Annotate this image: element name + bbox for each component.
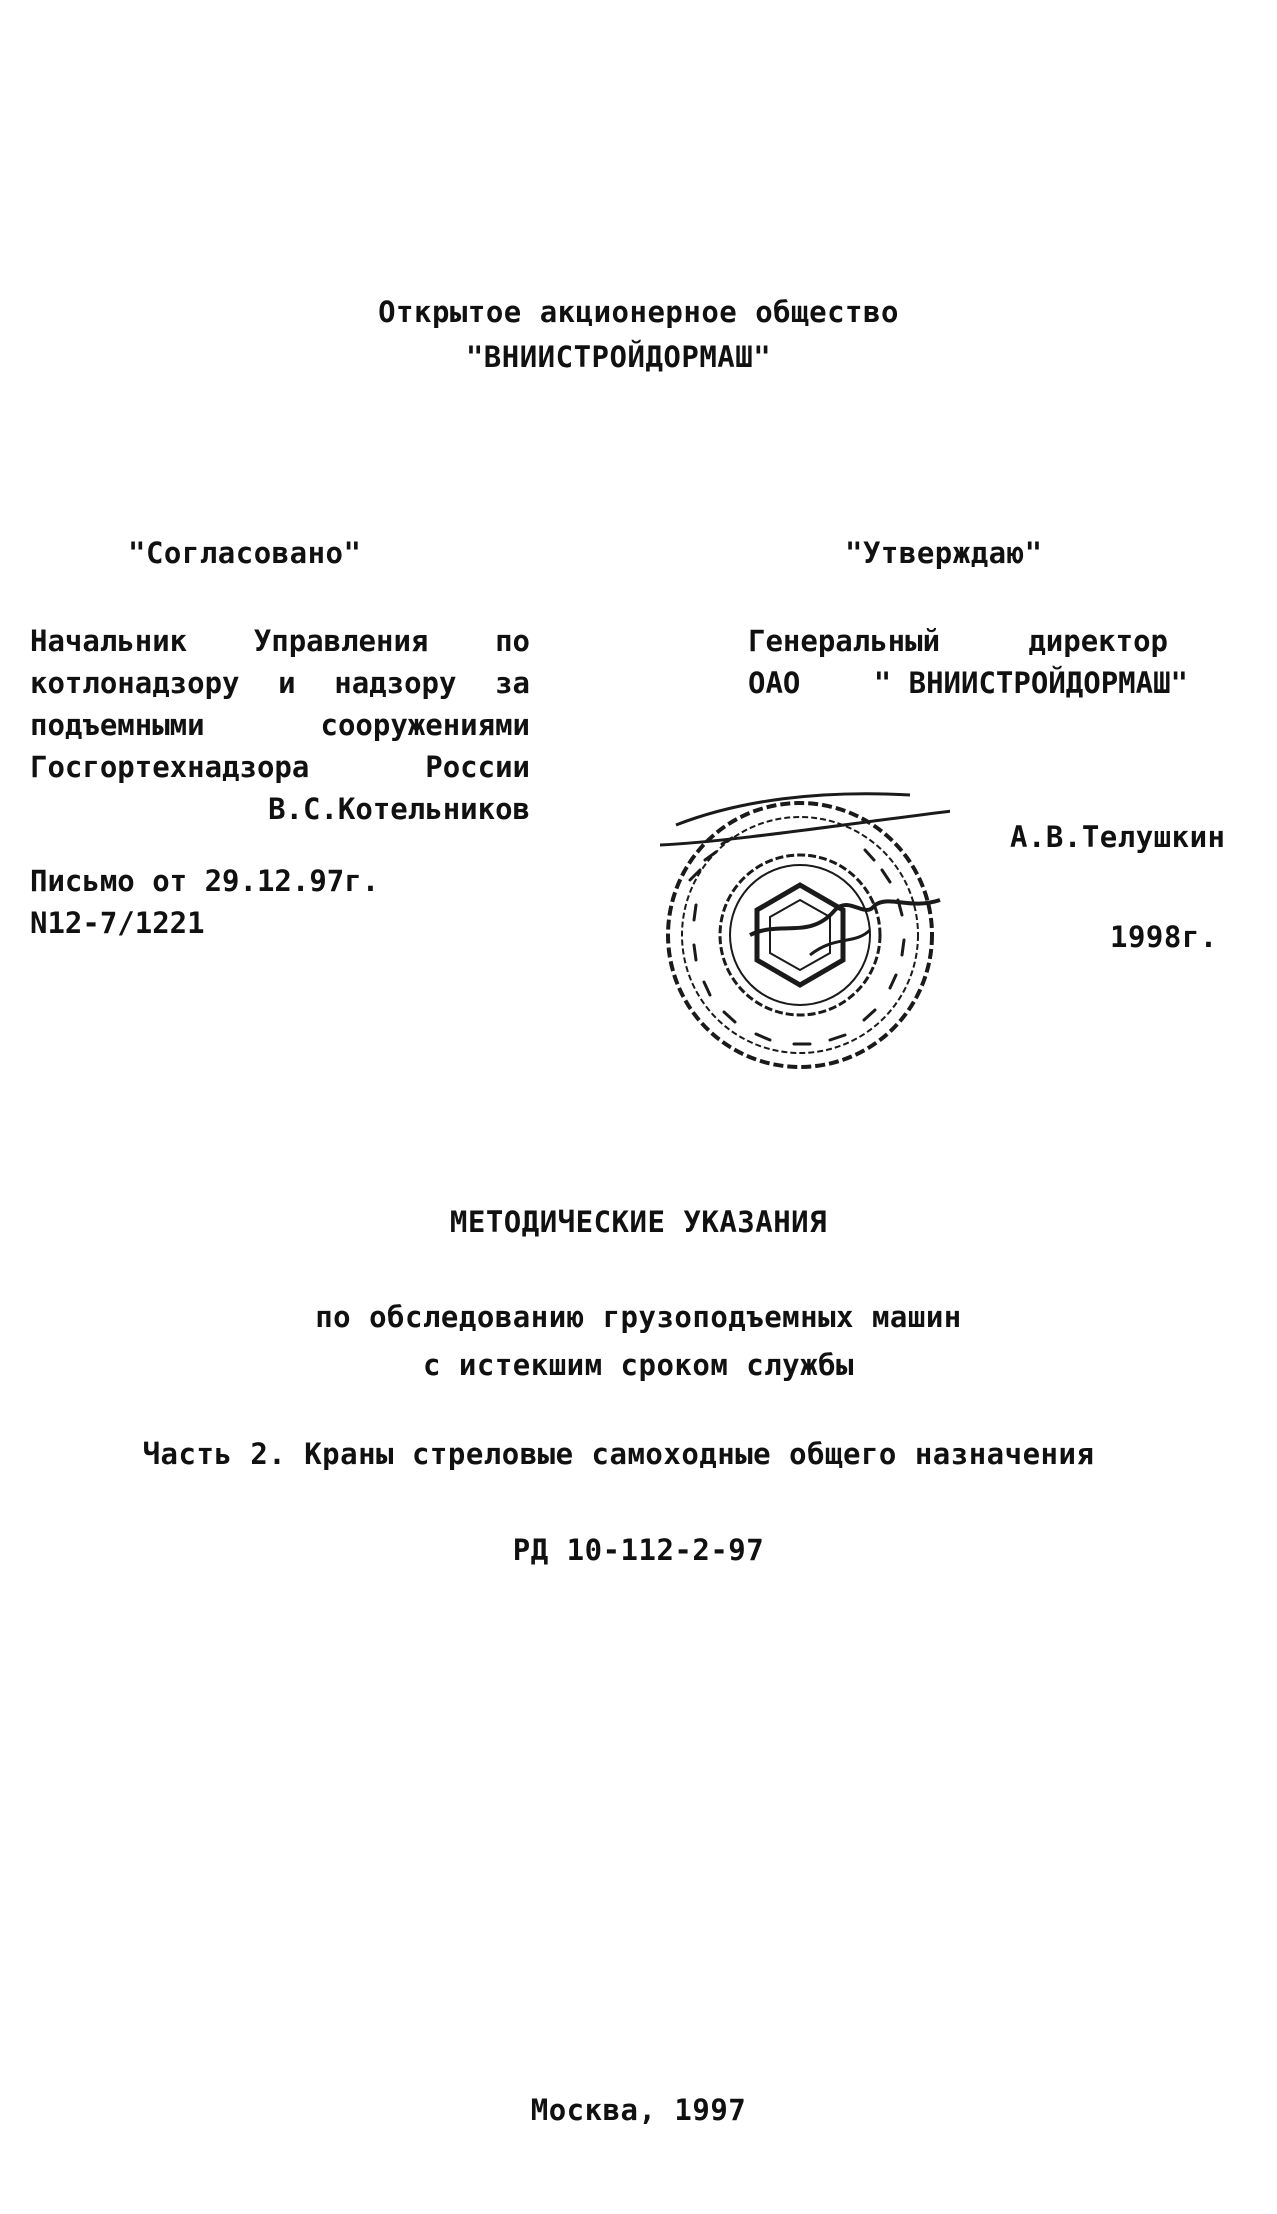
organization-name: "ВНИИСТРОЙДОРМАШ" xyxy=(465,340,772,374)
approve-word: ОАО xyxy=(748,666,801,700)
agreed-word: России xyxy=(425,750,530,784)
approve-signatory: А.В.Телушкин xyxy=(1010,820,1226,854)
approve-word: " ВНИИСТРОЙДОРМАШ" xyxy=(873,666,1188,700)
document-part: Часть 2. Краны стреловые самоходные общего назначения xyxy=(142,1437,1095,1471)
document-subtitle-line-2: с истекшим сроком службы xyxy=(422,1348,855,1382)
approve-word: Генеральный xyxy=(748,624,941,658)
agreed-block xyxy=(30,620,530,944)
approve-line-1 xyxy=(748,620,1168,662)
approve-label: "Утверждаю" xyxy=(845,536,1043,570)
approve-line-2 xyxy=(748,662,1188,704)
document-code: РД 10-112-2-97 xyxy=(512,1533,765,1567)
agreed-line-2 xyxy=(30,662,530,704)
letter-date: Письмо от 29.12.97г. xyxy=(30,864,380,898)
letter-number: N12-7/1221 xyxy=(30,906,205,940)
agreed-signatory: В.С.Котельников xyxy=(268,792,530,826)
document-heading: МЕТОДИЧЕСКИЕ УКАЗАНИЯ xyxy=(449,1205,828,1239)
approve-year: 1998г. xyxy=(1110,920,1218,954)
approve-block xyxy=(748,620,1268,704)
place-and-year: Москва, 1997 xyxy=(530,2093,747,2127)
agreed-line-3 xyxy=(30,704,530,746)
document-subtitle-line-1: по обследованию грузоподъемных машин xyxy=(315,1300,962,1334)
stamp-seal xyxy=(660,770,950,1080)
agreed-label: "Согласовано" xyxy=(128,536,362,570)
agreed-word: Госгортехнадзора xyxy=(30,750,310,784)
organization-type: Открытое акционерное общество xyxy=(378,295,899,329)
agreed-word: Управления xyxy=(253,624,429,658)
approve-word: директор xyxy=(1028,624,1168,658)
agreed-word: сооружениями xyxy=(320,708,530,742)
agreed-word: подъемными xyxy=(30,708,205,742)
agreed-word: за xyxy=(495,666,530,700)
agreed-line-1 xyxy=(30,620,530,662)
agreed-word: по xyxy=(495,624,530,658)
agreed-word: котлонадзору xyxy=(30,666,240,700)
agreed-word: и xyxy=(278,666,296,700)
agreed-word: Начальник xyxy=(30,624,188,658)
agreed-word: надзору xyxy=(334,666,457,700)
agreed-line-4 xyxy=(30,746,530,788)
